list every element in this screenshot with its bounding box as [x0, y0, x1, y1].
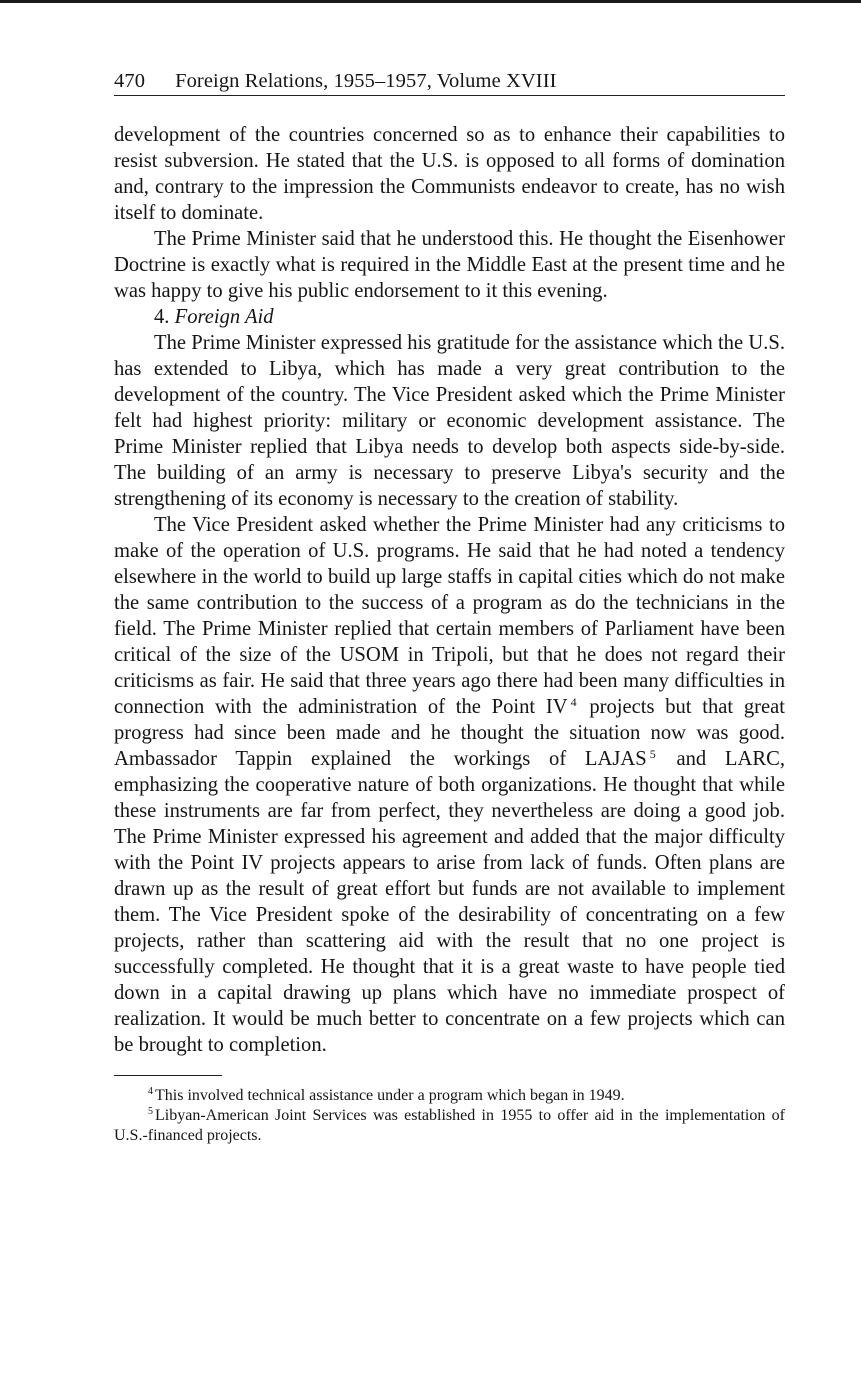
paragraph-eisenhower-doctrine: The Prime Minister said that he understood this. He thought the Eisenhower Doctrine is exactly what is required in the Middle East at the present time and he was happy to give his public endorsement to it this evening. — [114, 228, 785, 302]
section-heading-foreign-aid — [114, 304, 785, 330]
scan-top-border — [0, 0, 861, 3]
footnote-number: 5 — [148, 1106, 153, 1117]
section-number: 4. — [154, 306, 170, 328]
footnote-text: Libyan-American Joint Services was established in 1955 to offer aid in the implementation of U.S.-financed projects. — [114, 1107, 785, 1144]
running-title: Foreign Relations, 1955–1957, Volume XVIII — [175, 70, 557, 92]
footnote-4 — [114, 1086, 785, 1106]
paragraph-criticisms-part-3: and LARC, emphasizing the cooperative nature of both organizations. He thought that while these instruments are far from perfect, they nevertheless are doing a good job. The Prime Minister expressed his agreement and added that the major difficulty with the Point IV projects appears to arise from lack of funds. Often plans are drawn up as the result of great effort but funds are not available to implement them. The Vice President spoke of the desirability of concentrating on a few projects, rather than scattering aid with the result that no one project is successfully completed. He thought that it is a great waste to have people tied down in a capital drawing up plans which have no immediate prospect of realization. It would be much better to concentrate on a few projects which can be brought to completion. — [114, 748, 785, 1056]
paragraph-gratitude: The Prime Minister expressed his gratitude for the assistance which the U.S. has extended to Libya, which has made a very great contribution to the development of the country. The Vice President asked which the Prime Minister felt had highest priority: military or economic development assistance. The Prime Minister replied that Libya needs to develop both aspects side-by-side. The building of an army is necessary to preserve Libya's security and the strengthening of its economy is necessary to the creation of stability. — [114, 332, 785, 510]
paragraph-continued: development of the countries concerned so as to enhance their capabilities to resist subversion. He stated that the U.S. is opposed to all forms of domination and, contrary to the impression the Communists endeavor to create, has no wish itself to dominate. — [114, 124, 785, 224]
body-text — [114, 122, 785, 1058]
footnote-5 — [114, 1106, 785, 1146]
footnote-number: 4 — [148, 1086, 153, 1097]
footnotes — [114, 1086, 785, 1146]
running-head — [114, 68, 785, 96]
footnote-ref-4: 4 — [570, 695, 577, 709]
page-number: 470 — [114, 70, 146, 92]
paragraph-criticisms-part-2: projects but that great progress had since been made and he thought the situation now was good. Ambassador Tappin explained the workings of LAJAS — [114, 696, 785, 770]
paragraph-criticisms-part-1: The Vice President asked whether the Prime Minister had any criticisms to make of the operation of U.S. programs. He said that he had noted a tendency elsewhere in the world to build up large staffs in capital cities which do not make the same contribution to the success of a program as do the technicians in the field. The Prime Minister replied that certain members of Parliament have been critical of the size of the USOM in Tripoli, but that he does not regard their criticisms as fair. He said that three years ago there had been many difficulties in connection with the administration of the Point IV — [114, 514, 785, 718]
paragraph-criticisms — [114, 512, 785, 1058]
footnote-divider — [114, 1075, 222, 1076]
document-page — [114, 68, 785, 1146]
footnote-ref-5: 5 — [649, 747, 656, 761]
footnote-text: This involved technical assistance under a program which began in 1949. — [155, 1087, 625, 1104]
section-title: Foreign Aid — [174, 306, 274, 328]
